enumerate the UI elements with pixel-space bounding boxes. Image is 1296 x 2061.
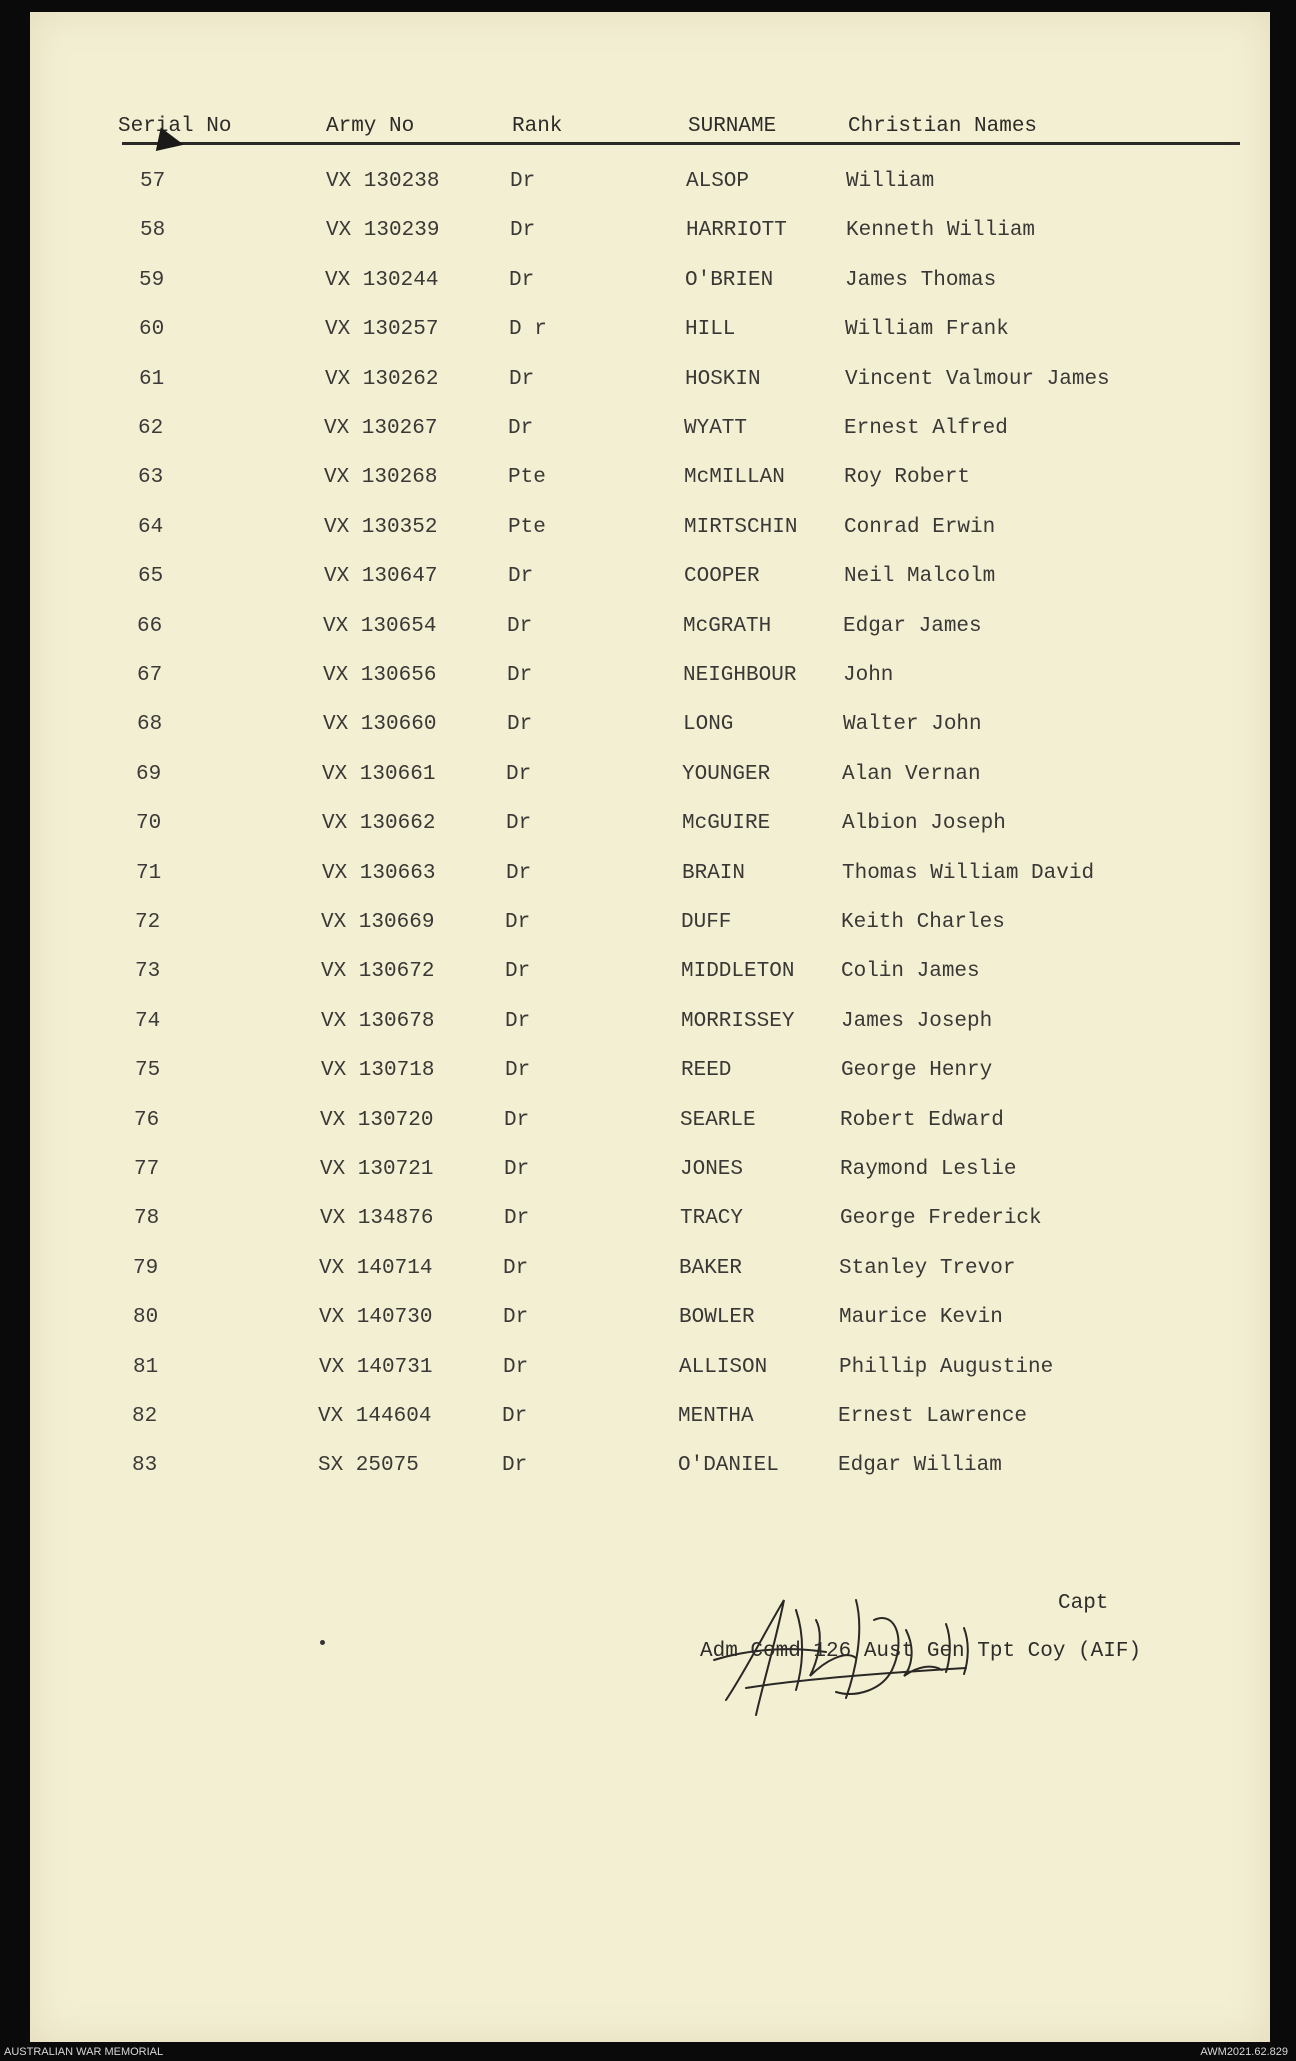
cell-rank: D r — [509, 318, 547, 342]
cell-christian-names: Colin James — [841, 960, 980, 984]
cell-surname: JONES — [680, 1158, 744, 1181]
footer-institution: AUSTRALIAN WAR MEMORIAL — [4, 2046, 164, 2058]
cell-christian-names: George Frederick — [840, 1207, 1042, 1231]
cell-surname: HOSKIN — [685, 367, 761, 391]
table-row — [30, 368, 1270, 408]
cell-army-no: VX 130647 — [324, 565, 438, 589]
cell-rank: Pte — [508, 515, 546, 539]
cell-army-no: VX 130718 — [321, 1059, 435, 1083]
ink-dot — [320, 1640, 325, 1645]
table-row — [30, 862, 1270, 902]
table-row — [30, 219, 1270, 259]
cell-rank: Dr — [503, 1306, 529, 1330]
table-row — [30, 1010, 1270, 1050]
cell-serial-no: 79 — [133, 1256, 159, 1280]
cell-surname: DUFF — [681, 911, 732, 934]
cell-surname: McGRATH — [683, 614, 772, 638]
header-rank: Rank — [512, 115, 563, 138]
cell-army-no: VX 130661 — [322, 762, 436, 786]
cell-christian-names: Phillip Augustine — [839, 1355, 1054, 1379]
cell-rank: Pte — [508, 466, 546, 490]
cell-surname: O'DANIEL — [678, 1454, 779, 1478]
table-row — [30, 664, 1270, 704]
cell-serial-no: 58 — [140, 219, 166, 243]
cell-rank: Dr — [510, 219, 536, 243]
cell-serial-no: 67 — [137, 664, 163, 687]
cell-serial-no: 64 — [138, 515, 164, 539]
cell-christian-names: Ernest Lawrence — [838, 1405, 1028, 1428]
cell-surname: McMILLAN — [684, 466, 785, 490]
table-row — [30, 170, 1270, 210]
cell-christian-names: Keith Charles — [841, 911, 1005, 934]
cell-serial-no: 80 — [133, 1306, 159, 1330]
header-christian-names: Christian Names — [848, 115, 1038, 138]
cell-rank: Dr — [508, 417, 534, 440]
cell-serial-no: 75 — [135, 1059, 161, 1083]
cell-army-no: VX 130660 — [323, 713, 437, 737]
cell-serial-no: 61 — [139, 367, 165, 391]
cell-army-no: SX 25075 — [318, 1454, 419, 1478]
cell-christian-names: Edgar James — [843, 614, 982, 638]
table-row — [30, 1158, 1270, 1198]
cell-surname: BRAIN — [682, 861, 746, 885]
cell-serial-no: 77 — [134, 1158, 160, 1181]
signoff-rank: Capt — [1058, 1592, 1109, 1615]
cell-rank: Dr — [507, 664, 533, 687]
table-row — [30, 911, 1270, 951]
footer-accession-number: AWM2021.62.829 — [1200, 2046, 1288, 2058]
cell-rank: Dr — [508, 565, 534, 589]
cell-christian-names: Neil Malcolm — [844, 565, 996, 589]
table-row — [30, 318, 1270, 358]
table-row — [30, 713, 1270, 753]
table-row — [30, 1405, 1270, 1445]
cell-surname: REED — [681, 1059, 732, 1083]
cell-surname: LONG — [683, 713, 734, 737]
cell-christian-names: Raymond Leslie — [840, 1158, 1017, 1181]
cell-surname: MIRTSCHIN — [684, 515, 798, 539]
cell-rank: Dr — [510, 170, 536, 193]
cell-surname: HARRIOTT — [686, 219, 787, 243]
cell-rank: Dr — [504, 1158, 530, 1181]
cell-army-no: VX 130352 — [324, 515, 438, 539]
cell-christian-names: Stanley Trevor — [839, 1256, 1016, 1280]
cell-rank: Dr — [509, 268, 535, 292]
cell-serial-no: 70 — [136, 812, 162, 836]
table-row — [30, 1306, 1270, 1346]
cell-army-no: VX 130678 — [321, 1009, 435, 1033]
cell-army-no: VX 144604 — [318, 1405, 432, 1428]
table-row — [30, 1454, 1270, 1494]
cell-army-no: VX 134876 — [320, 1207, 434, 1231]
cell-surname: ALLISON — [679, 1355, 768, 1379]
cell-serial-no: 59 — [139, 268, 165, 292]
cell-christian-names: Ernest Alfred — [844, 417, 1008, 440]
cell-surname: HILL — [685, 318, 736, 342]
cell-serial-no: 82 — [132, 1405, 158, 1428]
cell-rank: Dr — [505, 1009, 531, 1033]
cell-army-no: VX 130262 — [325, 367, 439, 391]
cell-christian-names: Robert Edward — [840, 1108, 1004, 1132]
cell-serial-no: 60 — [139, 318, 165, 342]
table-row — [30, 812, 1270, 852]
cell-christian-names: Alan Vernan — [842, 762, 981, 786]
cell-serial-no: 69 — [136, 762, 162, 786]
header-army-no: Army No — [326, 115, 415, 138]
cell-christian-names: John — [843, 664, 894, 687]
cell-serial-no: 57 — [140, 170, 166, 193]
cell-surname: MENTHA — [678, 1405, 754, 1428]
cell-army-no: VX 130662 — [322, 812, 436, 836]
table-row — [30, 763, 1270, 803]
header-surname: SURNAME — [688, 115, 777, 138]
cell-army-no: VX 130656 — [323, 664, 437, 687]
cell-surname: WYATT — [684, 417, 748, 440]
cell-army-no: VX 130244 — [325, 268, 439, 292]
table-row — [30, 565, 1270, 605]
header-rule — [122, 142, 1240, 145]
cell-serial-no: 71 — [136, 861, 162, 885]
cell-army-no: VX 130267 — [324, 417, 438, 440]
cell-army-no: VX 130669 — [321, 911, 435, 934]
cell-surname: McGUIRE — [682, 812, 771, 836]
signoff-unit-line: Adm Comd 126 Aust Gen Tpt Coy (AIF) — [700, 1640, 1142, 1663]
cell-surname: MIDDLETON — [681, 960, 795, 984]
cell-rank: Dr — [503, 1355, 529, 1379]
cell-christian-names: Thomas William David — [842, 861, 1095, 885]
cell-rank: Dr — [506, 812, 532, 836]
cell-christian-names: George Henry — [841, 1059, 993, 1083]
cell-rank: Dr — [502, 1405, 528, 1428]
cell-christian-names: Edgar William — [838, 1454, 1002, 1478]
cell-serial-no: 81 — [133, 1355, 159, 1379]
cell-rank: Dr — [506, 861, 532, 885]
cell-serial-no: 68 — [137, 713, 163, 737]
cell-serial-no: 76 — [134, 1108, 160, 1132]
cell-rank: Dr — [505, 1059, 531, 1083]
cell-surname: BAKER — [679, 1256, 743, 1280]
table-row — [30, 1207, 1270, 1247]
cell-christian-names: Albion Joseph — [842, 812, 1006, 836]
cell-serial-no: 65 — [138, 565, 164, 589]
cell-serial-no: 73 — [135, 960, 161, 984]
table-row — [30, 1109, 1270, 1149]
cell-rank: Dr — [507, 614, 533, 638]
cell-christian-names: Conrad Erwin — [844, 515, 996, 539]
cell-rank: Dr — [502, 1454, 528, 1478]
cell-rank: Dr — [505, 911, 531, 934]
cell-surname: MORRISSEY — [681, 1009, 795, 1033]
cell-surname: TRACY — [680, 1207, 744, 1231]
table-row — [30, 1059, 1270, 1099]
cell-army-no: VX 130721 — [320, 1158, 434, 1181]
cell-surname: SEARLE — [680, 1108, 756, 1132]
cell-army-no: VX 130238 — [326, 170, 440, 193]
cell-army-no: VX 130720 — [320, 1108, 434, 1132]
cell-christian-names: William Frank — [845, 318, 1009, 342]
cell-army-no: VX 130268 — [324, 466, 438, 490]
cell-surname: COOPER — [684, 565, 760, 589]
cell-serial-no: 62 — [138, 417, 164, 440]
cell-army-no: VX 140730 — [319, 1306, 433, 1330]
cell-serial-no: 74 — [135, 1009, 161, 1033]
table-row — [30, 516, 1270, 556]
cell-serial-no: 63 — [138, 466, 164, 490]
pointer-arrow-icon — [156, 128, 186, 157]
cell-surname: YOUNGER — [682, 762, 771, 786]
cell-christian-names: James Thomas — [845, 268, 997, 292]
cell-christian-names: Roy Robert — [844, 466, 971, 490]
cell-surname: NEIGHBOUR — [683, 664, 797, 687]
cell-serial-no: 66 — [137, 614, 163, 638]
cell-christian-names: Vincent Valmour James — [845, 367, 1110, 391]
cell-surname: ALSOP — [686, 170, 750, 193]
cell-christian-names: Walter John — [843, 713, 982, 737]
cell-army-no: VX 140714 — [319, 1256, 433, 1280]
table-row — [30, 417, 1270, 457]
table-row — [30, 960, 1270, 1000]
cell-rank: Dr — [504, 1207, 530, 1231]
cell-army-no: VX 130257 — [325, 318, 439, 342]
table-row — [30, 1257, 1270, 1297]
cell-rank: Dr — [507, 713, 533, 737]
cell-christian-names: Maurice Kevin — [839, 1306, 1003, 1330]
header-serial-no: Serial No — [118, 115, 232, 138]
cell-rank: Dr — [506, 762, 532, 786]
cell-army-no: VX 130663 — [322, 861, 436, 885]
cell-rank: Dr — [509, 367, 535, 391]
cell-rank: Dr — [505, 960, 531, 984]
cell-surname: BOWLER — [679, 1306, 755, 1330]
cell-army-no: VX 140731 — [319, 1355, 433, 1379]
table-row — [30, 615, 1270, 655]
nominal-roll-page — [30, 12, 1270, 2042]
table-row — [30, 1356, 1270, 1396]
table-row — [30, 269, 1270, 309]
cell-army-no: VX 130672 — [321, 960, 435, 984]
cell-rank: Dr — [504, 1108, 530, 1132]
table-row — [30, 466, 1270, 506]
cell-serial-no: 72 — [135, 911, 161, 934]
cell-serial-no: 83 — [132, 1454, 158, 1478]
cell-army-no: VX 130239 — [326, 219, 440, 243]
cell-christian-names: Kenneth William — [846, 219, 1036, 243]
cell-surname: O'BRIEN — [685, 268, 774, 292]
cell-serial-no: 78 — [134, 1207, 160, 1231]
cell-rank: Dr — [503, 1256, 529, 1280]
cell-christian-names: James Joseph — [841, 1009, 993, 1033]
cell-army-no: VX 130654 — [323, 614, 437, 638]
cell-christian-names: William — [846, 170, 935, 193]
